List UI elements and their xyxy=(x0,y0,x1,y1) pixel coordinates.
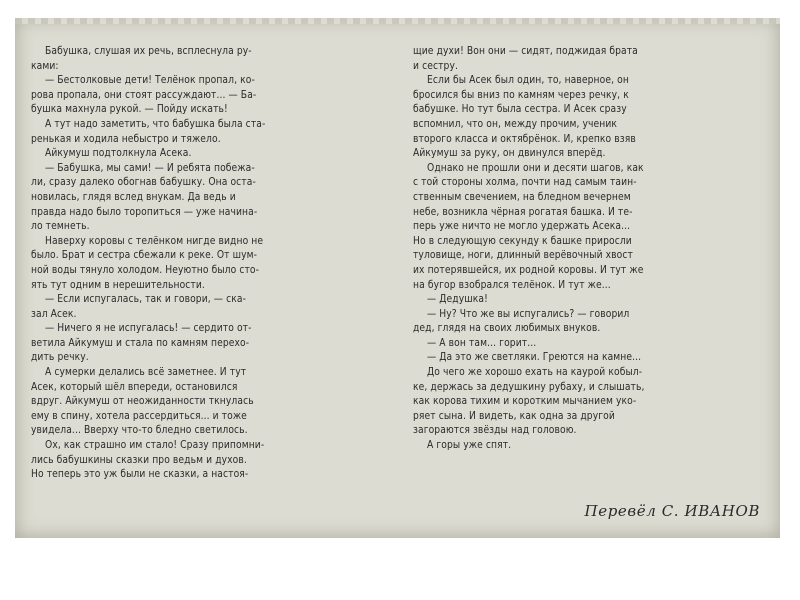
text-line: бабушке. Но тут была сестра. И Асек сразу xyxy=(413,104,627,116)
text-line: Бабушка, слушая их речь, всплеснула ру- xyxy=(45,46,252,57)
text-line: было. Брат и сестра сбежали к реке. От шум- xyxy=(31,250,258,262)
text-line: — Если испугалась, так и говори, — ска- xyxy=(45,294,246,306)
text-line: А тут надо заметить, что бабушка была ста- xyxy=(45,118,266,130)
text-line: небе, возникла чёрная рогатая башка. И те- xyxy=(413,206,633,218)
text-line: Айкумуш за руку, он двинулся вперёд. xyxy=(413,148,606,160)
text-line: Но теперь это уж были не сказки, а настоя- xyxy=(31,469,249,481)
text-line: ло темнеть. xyxy=(31,221,90,233)
text-line: — Ничего я не испугалась! — сердито от- xyxy=(45,323,252,335)
text-line: Наверху коровы с телёнком нигде видно не xyxy=(45,235,264,247)
text-line: загораются звёзды над головою. xyxy=(413,425,577,437)
translator-credit: Перевёл С. ИВАНОВ xyxy=(584,502,760,520)
text-line: зал Асек. xyxy=(31,308,77,320)
text-line: ной воды тянуло холодом. Неуютно было сто- xyxy=(31,264,260,276)
text-line: Если бы Асек был один, то, наверное, он xyxy=(427,75,629,87)
text-line: увидела... Вверху что-то бледно светилось. xyxy=(31,425,248,437)
text-line: и сестру. xyxy=(413,60,458,72)
text-line: Однако не прошли они и десяти шагов, как xyxy=(427,162,644,174)
text-line: новилась, глядя вслед внукам. Да ведь и xyxy=(31,191,236,203)
text-line: вдруг. Айкумуш от неожиданности ткнулась xyxy=(31,396,254,408)
text-line: До чего же хорошо ехать на каурой кобыл- xyxy=(427,367,643,379)
text-line: А горы уже спят. xyxy=(427,440,512,452)
text-line: лись бабушкины сказки про ведьм и духов. xyxy=(31,454,247,466)
text-line: — Ну? Что же вы испугались? — говорил xyxy=(427,308,630,320)
text-line: ками: xyxy=(31,60,59,72)
text-line: туловище, ноги, длинный верёвочный хвост xyxy=(413,250,633,262)
text-line: ли, сразу далеко обогнав бабушку. Она оста- xyxy=(31,177,256,189)
text-line: — Да это же светляки. Греются на камне... xyxy=(427,352,642,364)
text-line: ряет сына. И видеть, как одна за другой xyxy=(413,410,615,422)
text-line: с той стороны холма, почти над самым таин- xyxy=(413,177,637,189)
text-line: А сумерки делались всё заметнее. И тут xyxy=(45,367,247,379)
text-line: ять тут одним в нерешительности. xyxy=(31,279,205,291)
text-line: бросился бы вниз по камням через речку, к xyxy=(413,89,629,101)
text-column-left xyxy=(31,45,386,483)
text-line: бушка махнула рукой. — Пойду искать! xyxy=(31,104,228,116)
text-line: ственным свечением, на бледном вечернем xyxy=(413,191,631,203)
text-line: как корова тихим и коротким мычанием уко- xyxy=(413,396,637,408)
text-line: Айкумуш подтолкнула Асека. xyxy=(45,148,192,160)
text-line: щие духи! Вон они — сидят, поджидая брата xyxy=(413,46,638,57)
text-line: их потерявшейся, их родной коровы. И тут же xyxy=(413,264,644,276)
text-line: ренькая и ходила небыстро и тяжело. xyxy=(31,133,221,145)
text-line: правда надо было торопиться — уже начина- xyxy=(31,206,258,218)
text-line: — Дедушка! xyxy=(427,294,488,306)
text-line: ке, держась за дедушкину рубаху, и слышать, xyxy=(413,381,645,393)
text-line: второго класса и октябрёнок. И, крепко взяв xyxy=(413,133,636,145)
text-line: — Бабушка, мы сами! — И ребята побежа- xyxy=(45,162,255,174)
newspaper-page xyxy=(15,18,780,538)
text-line: Ох, как страшно им стало! Сразу припомни- xyxy=(45,440,265,452)
text-line: рова пропала, они стоят рассуждают... — Ба- xyxy=(31,89,257,101)
text-line: ему в спину, хотела рассердиться... и тоже xyxy=(31,410,247,422)
text-line: Но в следующую секунду к башке приросли xyxy=(413,235,632,247)
text-line: на бугор взобрался телёнок. И тут же... xyxy=(413,279,611,291)
text-line: — А вон там... горит... xyxy=(427,337,537,349)
text-line: дить речку. xyxy=(31,352,89,364)
text-line: перь уже ничто не могло удержать Асека... xyxy=(413,221,631,233)
text-line: Асек, который шёл впереди, остановился xyxy=(31,381,238,393)
text-line: вспомнил, что он, между прочим, ученик xyxy=(413,118,618,130)
text-column-right xyxy=(413,45,765,454)
text-line: ветила Айкумуш и стала по камням перехо- xyxy=(31,337,250,349)
text-line: дед, глядя на своих любимых внуков. xyxy=(413,323,601,335)
text-line: — Бестолковые дети! Телёнок пропал, ко- xyxy=(45,75,255,87)
